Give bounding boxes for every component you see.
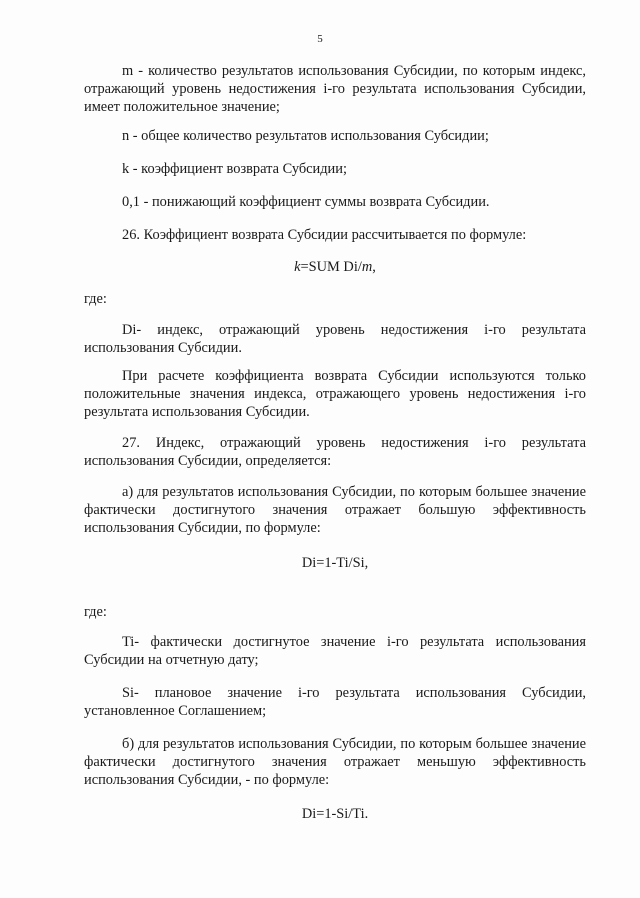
paragraph-di-definition: Di- индекс, отражающий уровень недостижения i-го результата использования Субсидии.: [84, 322, 586, 356]
formula-k-symbol: k: [294, 259, 301, 275]
formula-a: Di=1-Ti/Si,: [301, 555, 369, 571]
paragraph-note: При расчете коэффициента возврата Субсидии используются только положительные значения индекса, отражающего уровень недостижения i-го результата использования Субсидии.: [84, 368, 586, 420]
where-label-1: где:: [84, 291, 107, 307]
paragraph-ti-definition: Ti- фактически достигнутое значение i-го результата использования Субсидии на отчетную дату;: [84, 634, 586, 668]
formula-k: [84, 258, 586, 276]
formula-k-m-symbol: m: [361, 259, 373, 275]
page-number: 5: [317, 33, 323, 45]
formula-k-middle: =SUM Di/: [300, 259, 362, 275]
paragraph-coefficient-definition: 0,1 - понижающий коэффициент суммы возврата Субсидии.: [122, 194, 490, 210]
formula-b: Di=1-Si/Ti.: [301, 806, 369, 822]
paragraph-item-a: а) для результатов использования Субсидии, по которым большее значение фактически достигнутого значения отражает большую эффективность использования Субсидии, по формуле:: [84, 484, 586, 536]
paragraph-si-definition: Si- плановое значение i-го результата использования Субсидии, установленное Соглашением;: [84, 685, 586, 719]
paragraph-n-definition: n - общее количество результатов использования Субсидии;: [122, 128, 489, 144]
paragraph-27: 27. Индекс, отражающий уровень недостижения i-го результата использования Субсидии, определяется:: [84, 435, 586, 469]
paragraph-26: 26. Коэффициент возврата Субсидии рассчитывается по формуле:: [122, 227, 527, 243]
paragraph-item-b: б) для результатов использования Субсидии, по которым большее значение фактически достигнутого значения отражает меньшую эффективность использования Субсидии, - по формуле:: [84, 736, 586, 788]
paragraph-m-definition: m - количество результатов использования Субсидии, по которым индекс, отражающий уровень недостижения i-го результата использования Субсидии, имеет положительное значение;: [84, 63, 586, 115]
paragraph-k-definition: k - коэффициент возврата Субсидии;: [122, 161, 347, 177]
where-label-2: где:: [84, 604, 107, 620]
formula-k-end: ,: [372, 259, 376, 275]
